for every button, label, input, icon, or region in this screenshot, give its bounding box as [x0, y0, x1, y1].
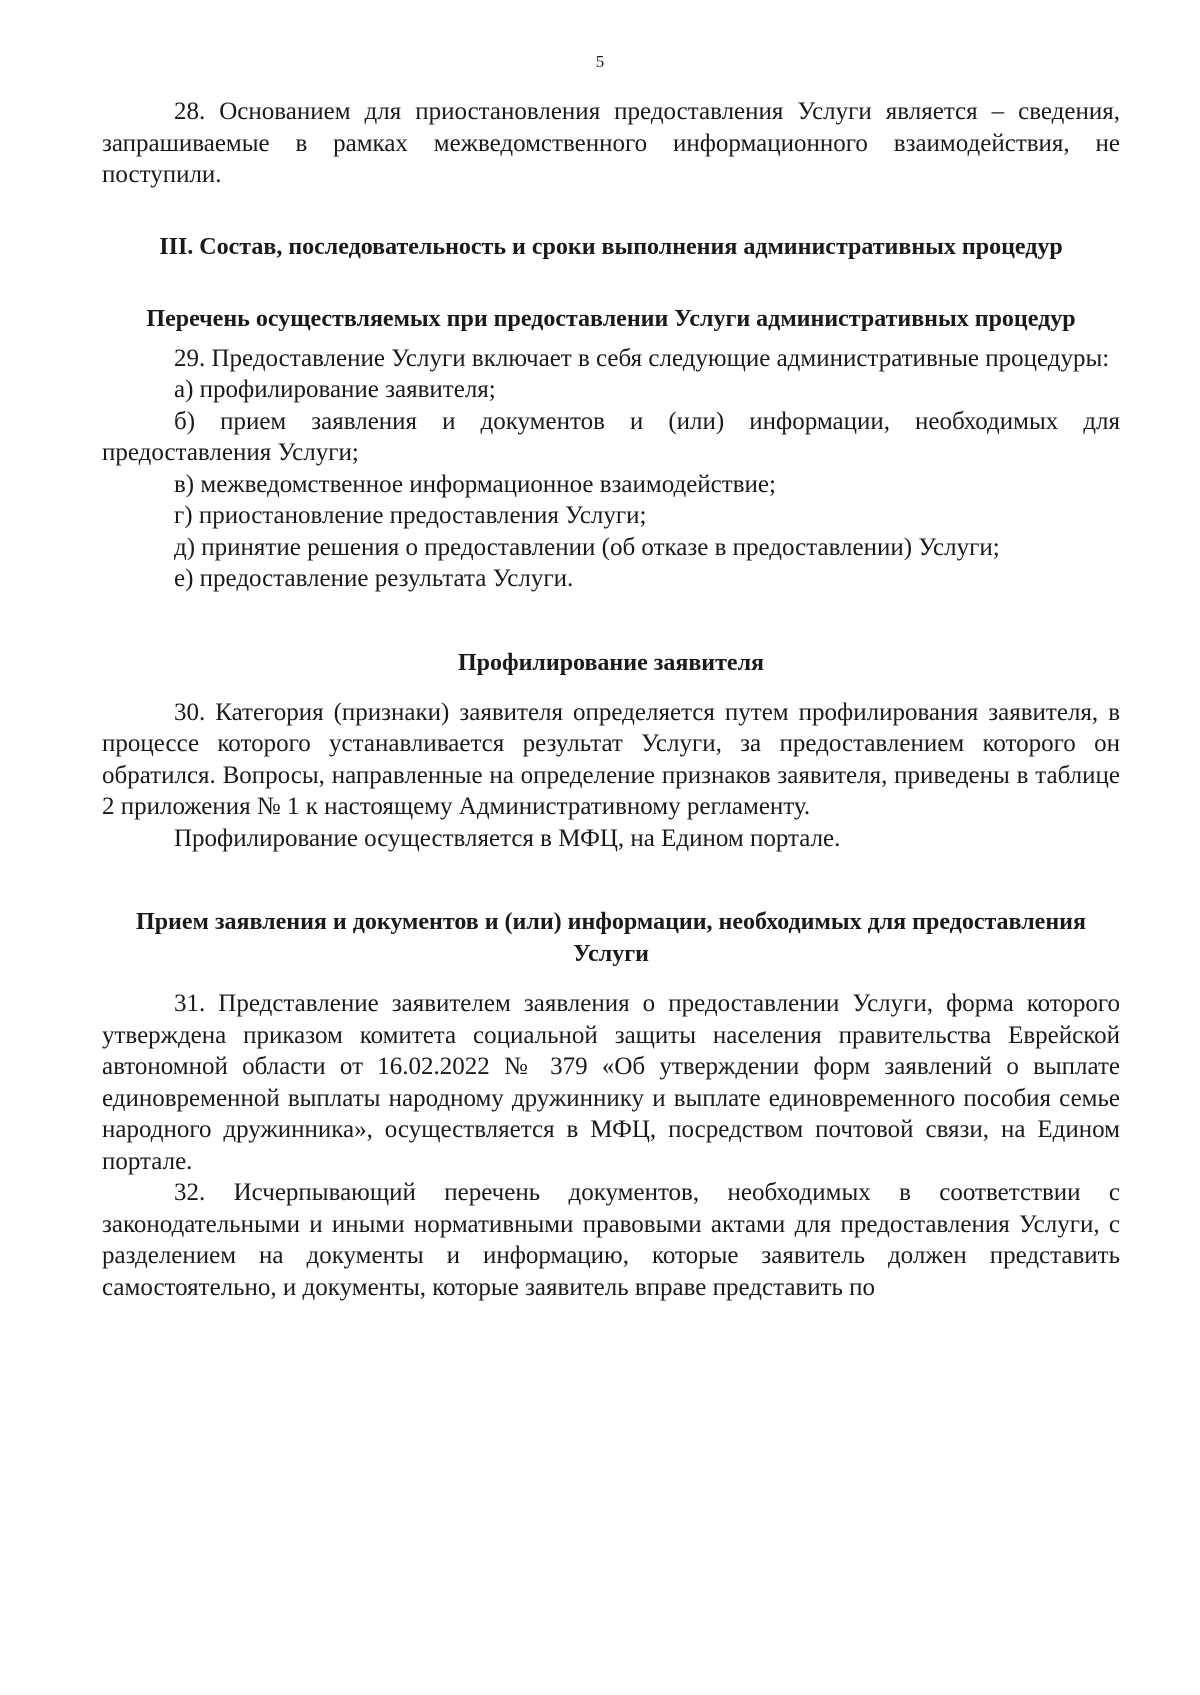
- list-item: а) профилирование заявителя;: [174, 376, 496, 403]
- profiling-heading: Профилирование заявителя: [457, 649, 765, 676]
- list-item: г) приостановление предоставления Услуги;: [174, 502, 647, 529]
- list-item: е) предоставление результата Услуги.: [174, 565, 574, 592]
- paragraph-30: 30. Категория (признаки) заявителя определяется путем профилирования заявителя, в процессе которого устанавливается результат Услуги, за предоставлением которого он обратился. Вопросы, направленные на определение признаков заявителя, приведены в таблице 2 приложения № 1 к настоящему Административному регламенту.: [102, 698, 1120, 820]
- list-item: б) прием заявления и документов и (или) информации, необходимых для предоставления Услуги;: [102, 407, 1120, 466]
- page-number: 5: [595, 52, 605, 71]
- paragraph-29: 29. Предоставление Услуги включает в себя следующие административные процедуры:: [174, 344, 1110, 372]
- paragraph-30-continued: Профилирование осуществляется в МФЦ, на Едином портале.: [174, 824, 841, 852]
- list-item: д) принятие решения о предоставлении (об отказе в предоставлении) Услуги;: [174, 533, 1000, 561]
- document-body: [102, 96, 1120, 1303]
- reception-heading: Прием заявления и документов и (или) информации, необходимых для предоставления Услуги: [136, 909, 1086, 967]
- section-3-title: III. Состав, последовательность и сроки выполнения административных процедур: [159, 233, 1063, 260]
- procedures-list-heading: Перечень осуществляемых при предоставлении Услуги административных процедур: [146, 305, 1076, 332]
- paragraph-28: 28. Основанием для приостановления предоставления Услуги является – сведения, запрашиваемые в рамках межведомственного информационного взаимодействия, не поступили.: [102, 98, 1120, 188]
- list-item: в) межведомственное информационное взаимодействие;: [174, 470, 776, 498]
- paragraph-31: 31. Представление заявителем заявления о предоставлении Услуги, форма которого утверждена приказом комитета социальной защиты населения правительства Еврейской автономной области от 16.02.2022 № 379 «Об утверждении форм заявлений о выплате единовременной выплаты народному дружиннику и выплате единовременного пособия семье народного дружинника», осуществляется в МФЦ, посредством почтовой связи, на Едином портале.: [102, 990, 1120, 1175]
- paragraph-32: 32. Исчерпывающий перечень документов, необходимых в соответствии с законодательными и иными нормативными правовыми актами для предоставления Услуги, с разделением на документы и информацию, которые заявитель должен представить самостоятельно, и документы, которые заявитель вправе представить по: [102, 1179, 1120, 1301]
